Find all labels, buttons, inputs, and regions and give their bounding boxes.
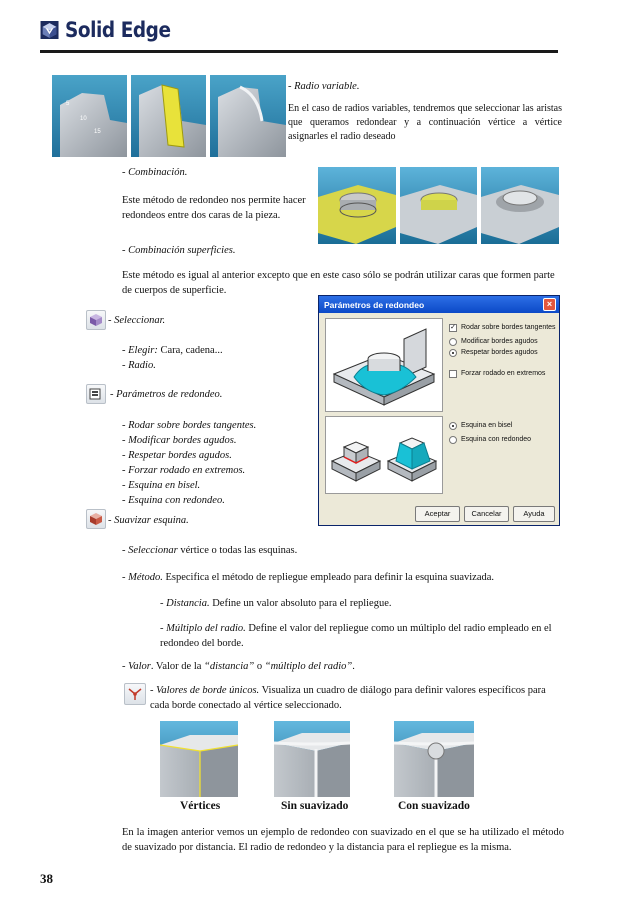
dialog-preview-bottom — [325, 416, 443, 494]
dialog-title: Parámetros de redondeo × — [319, 296, 559, 313]
suavizar-multiplo: - Múltiplo del radio. Define el valor del repliegue como un múltiplo del radio empleado en el redondeo del borde. — [160, 623, 552, 650]
combinacion-superficies-heading: - Combinación superficies. — [122, 245, 236, 256]
suavizar-distancia: - Distancia. Define un valor absoluto para el repliegue. — [160, 598, 392, 609]
esquina-redondeo-radio[interactable]: Esquina con redondeo — [449, 435, 531, 445]
cancel-button[interactable]: Cancelar — [464, 506, 509, 522]
variable-radius-images — [52, 75, 286, 157]
modificar-radio[interactable]: Modificar bordes agudos — [449, 337, 538, 347]
suavizar-valor: - Valor. Valor de la “distancia” o “múltiplo del radio”. — [122, 661, 355, 672]
bisel-radio[interactable]: Esquina en bisel — [449, 421, 512, 431]
parametros-item: - Forzar rodado en extremos. — [122, 465, 246, 476]
accept-button[interactable]: Aceptar — [415, 506, 460, 522]
radio-variable-heading: - Radio variable. — [288, 81, 360, 92]
closing-paragraph: En la imagen anterior vemos un ejemplo de redondeo con suavizado en el que se ha utilizado el método de suavizado por distancia. El radio de redondeo y la distancia para el repliegue es la misma. — [122, 827, 564, 854]
page-number: 38 — [40, 871, 53, 886]
select-cube-icon[interactable] — [86, 310, 106, 330]
parametros-item: - Rodar sobre bordes tangentes. — [122, 420, 257, 431]
respetar-radio[interactable]: Respetar bordes agudos — [449, 348, 538, 358]
parametros-item: - Esquina en bisel. — [122, 480, 201, 491]
suavizar-metodo: - Método. Especifica el método de repliegue empleado para definir la esquina suavizada. — [122, 572, 495, 583]
svg-text:10: 10 — [80, 116, 87, 122]
caption-vertices: Vértices — [180, 800, 221, 812]
combinacion-superficies-body: Este método es igual al anterior excepto que en este caso sólo se podrán utilizar caras que formen parte de cuerpos de superficie. — [122, 270, 555, 297]
corner-soften-images — [160, 721, 560, 797]
svg-text:5: 5 — [66, 101, 70, 107]
soften-corner-icon[interactable] — [86, 509, 106, 529]
svg-text:15: 15 — [94, 129, 101, 135]
parametros-item: - Respetar bordes agudos. — [122, 450, 232, 461]
caption-con-suavizado: Con suavizado — [398, 800, 470, 812]
dialog-preview-top — [325, 318, 443, 412]
logo-text: Solid Edge — [65, 17, 171, 42]
solid-edge-cube-icon — [40, 12, 59, 48]
help-button[interactable]: Ayuda — [513, 506, 555, 522]
parametros-heading: - Parámetros de redondeo. — [110, 389, 223, 400]
suavizar-valores: - Valores de borde únicos. Visualiza un cuadro de diálogo para definir valores específicos para cada borde conectado al vértice seleccionado. — [150, 685, 546, 712]
suavizar-seleccionar: - Seleccionar vértice o todas las esquinas. — [122, 545, 298, 556]
solid-edge-logo — [40, 12, 185, 48]
fillet-parameters-icon[interactable] — [86, 384, 106, 404]
fillet-parameters-dialog — [318, 295, 560, 526]
suavizar-heading: - Suavizar esquina. — [108, 515, 189, 526]
combinacion-heading: - Combinación. — [122, 167, 188, 178]
forzar-checkbox[interactable]: Forzar rodado en extremos — [449, 369, 545, 379]
vertex-values-icon[interactable] — [124, 683, 146, 705]
parametros-item: - Esquina con redondeo. — [122, 495, 225, 506]
seleccionar-elegir: - Elegir: Cara, cadena... — [122, 345, 223, 356]
header-rule — [40, 50, 558, 53]
close-icon[interactable]: × — [543, 298, 556, 311]
seleccionar-radio: - Radio. — [122, 360, 156, 371]
radio-variable-body: En el caso de radios variables, tendremos que seleccionar las aristas que queramos redondear y a continuación vértice a vértice asignarles el radio deseado — [288, 103, 562, 142]
combinacion-images — [318, 167, 559, 244]
seleccionar-heading: - Seleccionar. — [108, 315, 166, 326]
rodar-checkbox[interactable]: ✓ Rodar sobre bordes tangentes — [450, 324, 556, 332]
combinacion-body: Este método de redondeo nos permite hacer redondeos entre dos caras de la pieza. — [122, 195, 306, 222]
parametros-item: - Modificar bordes agudos. — [122, 435, 237, 446]
caption-sin-suavizado: Sin suavizado — [281, 800, 349, 812]
